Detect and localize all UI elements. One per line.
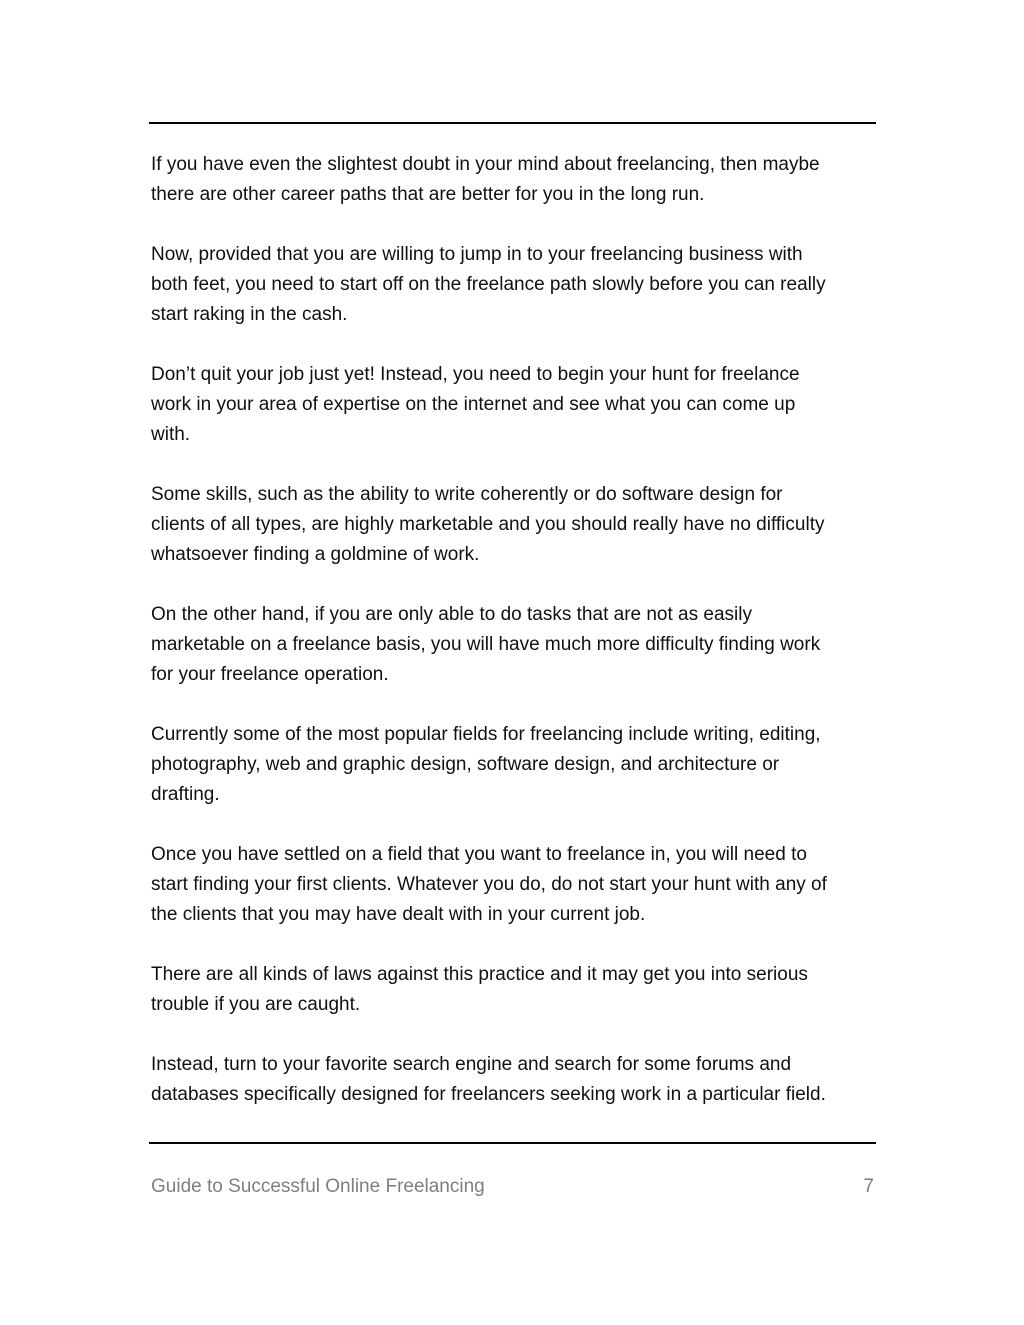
paragraph: Instead, turn to your favorite search engine and search for some forums and databases specifically designed for freelancers seeking work in a particular field.	[151, 1054, 826, 1105]
page-body	[151, 150, 876, 1140]
page-footer	[151, 1174, 874, 1200]
footer-title: Guide to Successful Online Freelancing	[151, 1176, 485, 1197]
paragraph: Once you have settled on a field that you want to freelance in, you will need to start finding your first clients. Whatever you do, do not start your hunt with any of the clients that you may have dealt with in your current job.	[151, 844, 827, 925]
paragraph: Currently some of the most popular fields for freelancing include writing, editing, photography, web and graphic design, software design, and architecture or drafting.	[151, 724, 821, 805]
paragraph: Don’t quit your job just yet! Instead, you need to begin your hunt for freelance work in your area of expertise on the internet and see what you can come up with.	[151, 364, 800, 445]
footer-divider	[149, 1142, 876, 1144]
header-divider	[149, 122, 876, 124]
paragraph: If you have even the slightest doubt in your mind about freelancing, then maybe there are other career paths that are better for you in the long run.	[151, 154, 820, 205]
paragraph: Some skills, such as the ability to write coherently or do software design for clients of all types, are highly marketable and you should really have no difficulty whatsoever finding a goldmine of work.	[151, 484, 825, 565]
paragraph: Now, provided that you are willing to jump in to your freelancing business with both feet, you need to start off on the freelance path slowly before you can really start raking in the cash.	[151, 244, 826, 325]
paragraph: There are all kinds of laws against this practice and it may get you into serious trouble if you are caught.	[151, 964, 808, 1015]
page-number: 7	[863, 1176, 874, 1197]
paragraph: On the other hand, if you are only able to do tasks that are not as easily marketable on a freelance basis, you will have much more difficulty finding work for your freelance operation.	[151, 604, 821, 685]
